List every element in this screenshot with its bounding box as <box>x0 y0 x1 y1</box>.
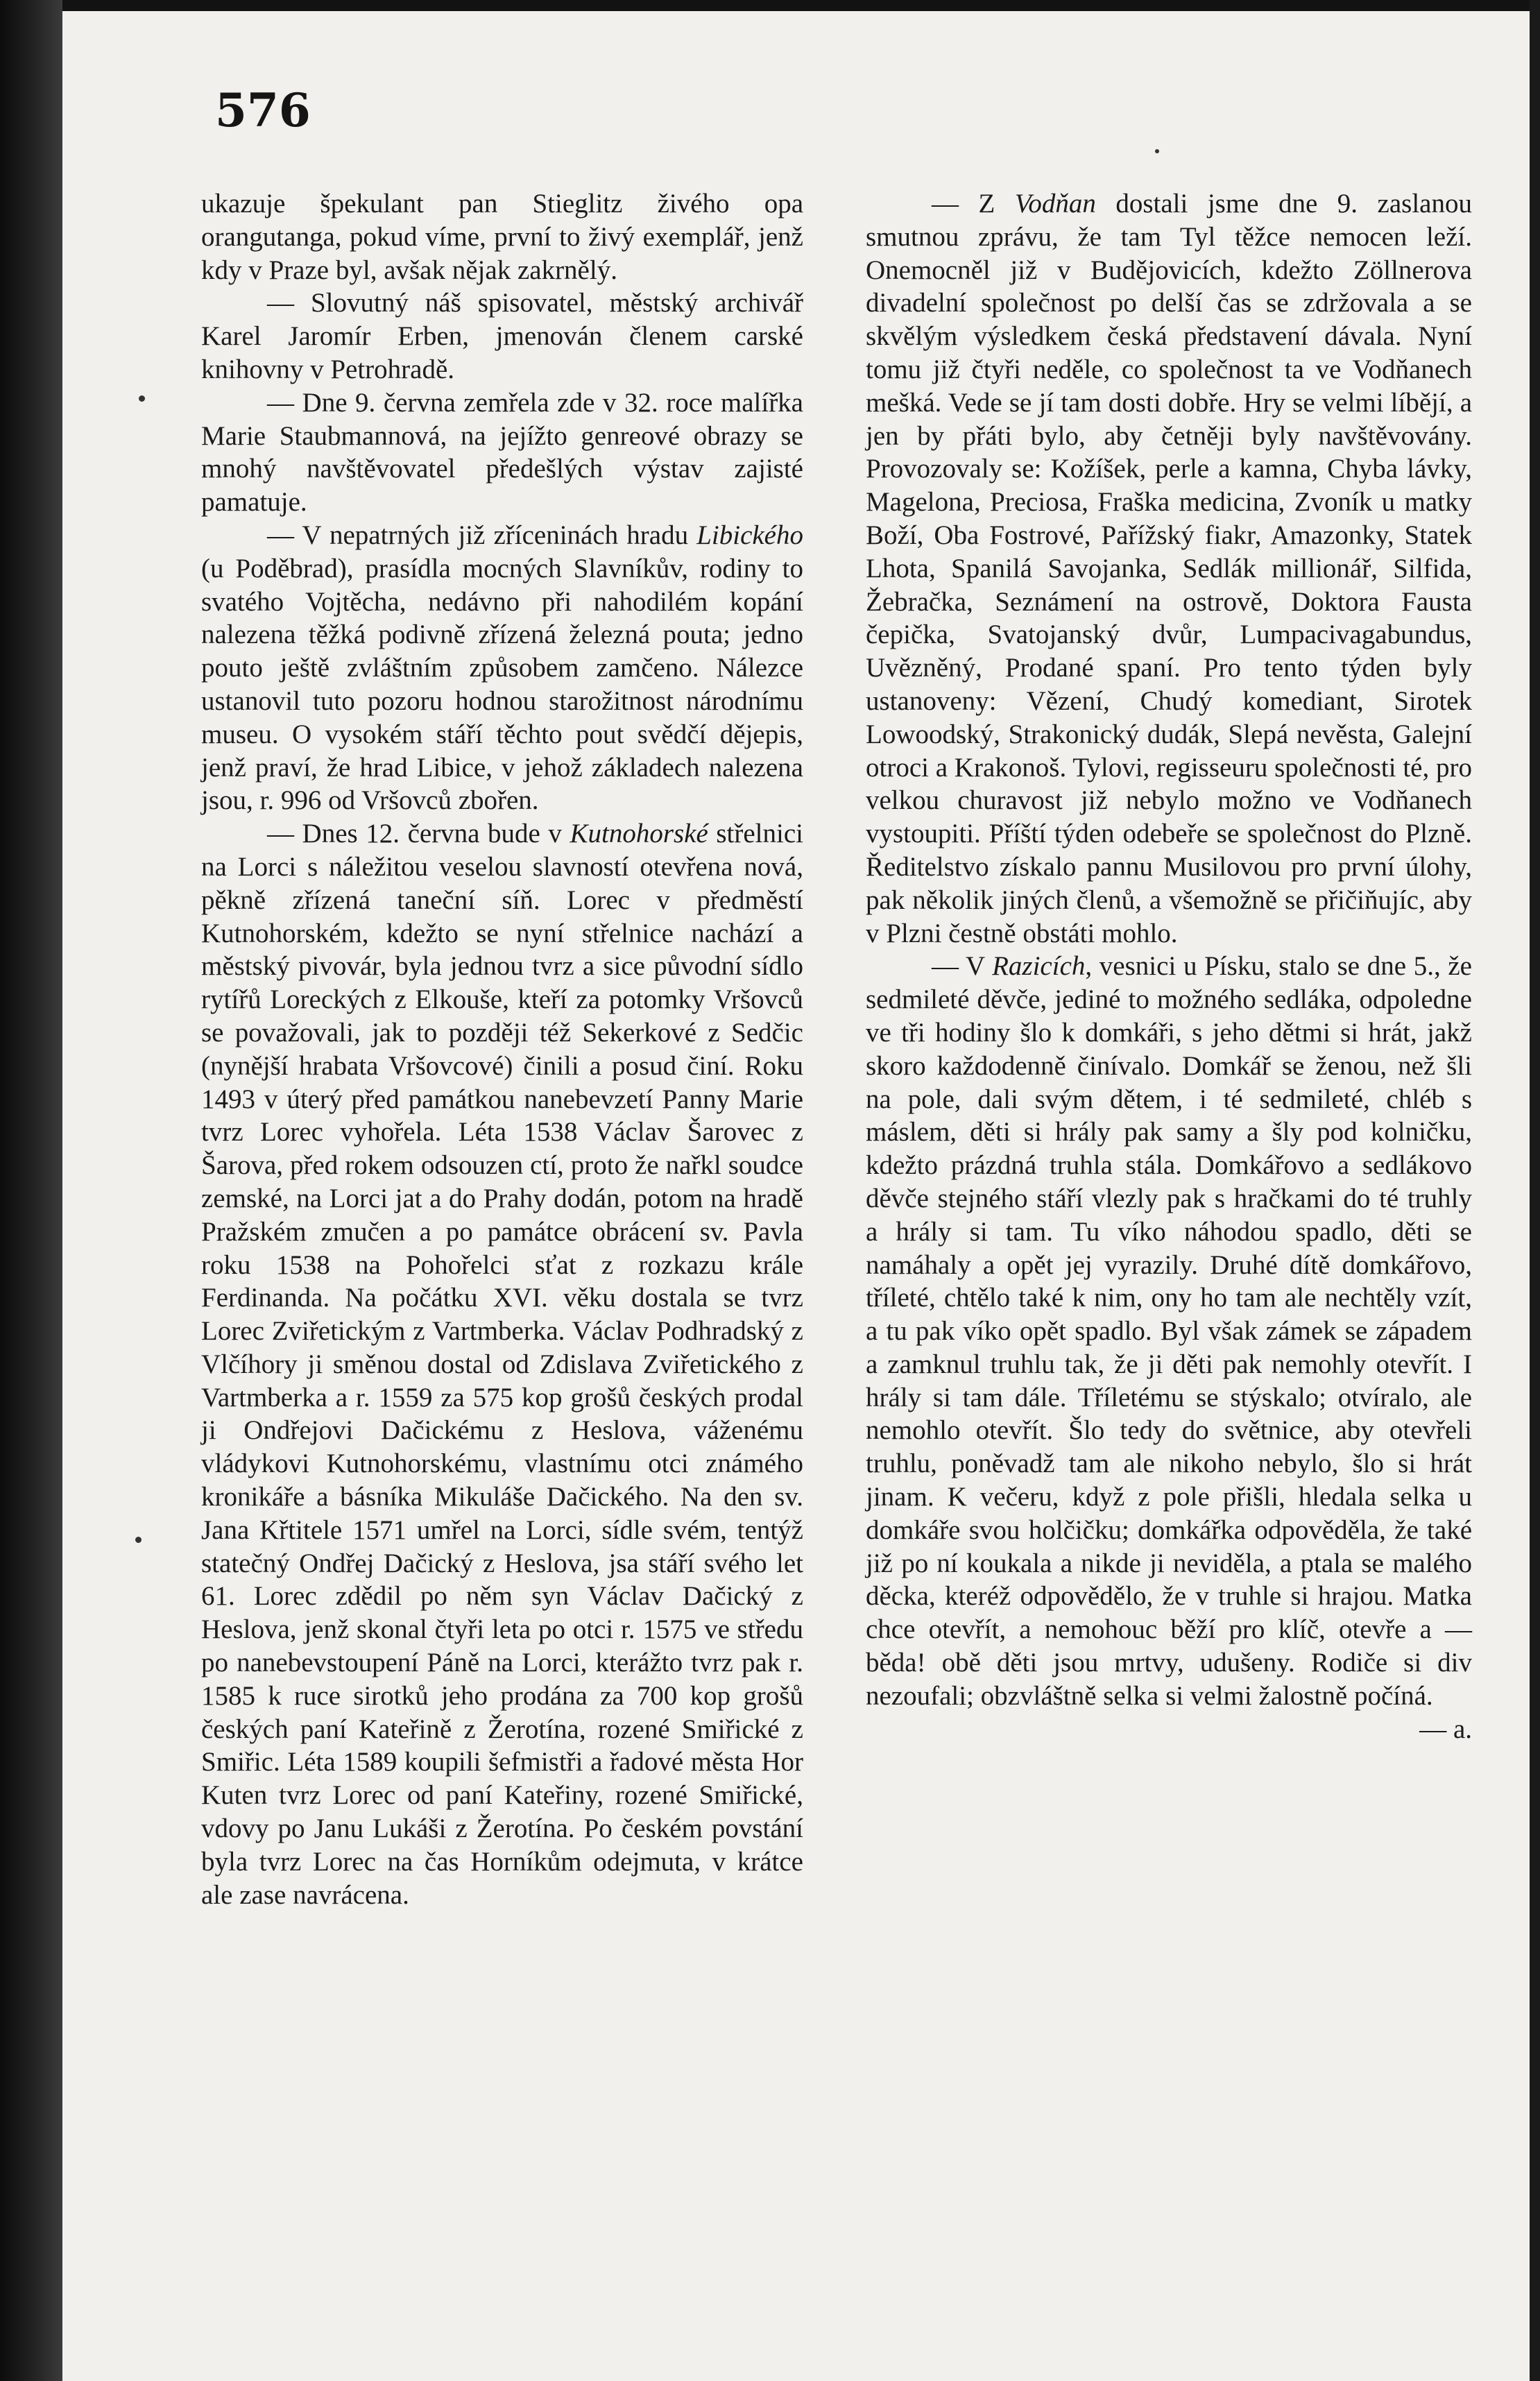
left-column <box>201 187 803 1911</box>
scan-right-edge <box>1530 0 1540 2381</box>
place-name: Vodňan <box>1014 189 1096 219</box>
article-signature: — a. <box>1419 1714 1472 1744</box>
article-vodnany: — Z Vodňan dostali jsme dne 9. zaslanou smutnou zprávu, že tam Tyl těžce nemocen leží. Onemocněl již v Budějovicích, kdežto Zöllnerova divadelní společnost po delší čas se zdržovala a se skvělým výsledkem česká představení dávala. Nyní tomu již čtyři neděle, co společnost ta ve Vodňanech mešká. Vede se jí tam dosti dobře. Hry se velmi líbějí, a jen by přáti bylo, aby četněji byly navštěvovány. Provozovaly se: Kožíšek, perle a kamna, Chyba lávky, Magelona, Preciosa, Fraška medicina, Zvoník u matky Boží, Oba Fostrové, Pařížský fiakr, Amazonky, Statek Lhota, Spanilá Savojanka, Sedlák millionář, Silfida, Žebračka, Seznámení na ostrově, Doktora Fausta čepička, Svatojanský dvůr, Lumpacivagabundus, Uvězněný, Prodané spaní. Pro tento týden byly ustanoveny: Vězení, Chudý komediant, Sirotek Lowoodský, Strakonický dudák, Slepá nevěsta, Galejní otroci a Krakonoš. Tylovi, regisseuru společnosti té, pro velkou churavost již nebylo možno ve Vodňanech vystoupiti. Příští týden odebeře se společnost do Plzně. Ředitelstvo získalo pannu Musilovou pro první úlohy, pak několik jiných členů, a všemožně se přičiňujíc, aby v Plzni čestně obstáti mohlo. <box>866 189 1472 948</box>
page-number: 576 <box>215 83 311 137</box>
scan-speck <box>1155 149 1159 153</box>
scan-left-edge <box>0 0 62 2381</box>
article-razice: — V Razicích, vesnici u Písku, stalo se dne 5., že sedmileté děvče, jediné to možného sedláka, odpoledne ve tři hodiny šlo k domkáři, s jeho dětmi si hrát, jakž skoro každodenně činívalo. Domkář se ženou, než šli na pole, dali svým dětem, i té sedmileté, chléb s máslem, děti si hrály pak samy a šly pod kolničku, kdežto prázdná truhla stála. Domkářovo a sedlákovo děvče stejného stáří vlezly pak s hračkami do té truhly a hrály si tam. Tu víko náhodou spadlo, děti se namáhaly a opět jej vyrazily. Druhé dítě domkářovo, tříleté, chtělo také k nim, ony ho tam ale nechtěly vzít, a tu pak víko opět spadlo. Byl však zámek se západem a zamknul truhlu tak, že ji děti pak nemohly otevřít. I hrály si tam dále. Tříletému se stýskalo; otvíralo, ale nemohlo otevřít. Šlo tedy do světnice, aby otevřeli truhlu, poněvadž tam ale nikoho nebylo, šlo si hrát jinam. K večeru, když z pole přišli, hledala selka u domkáře svou holčičku; domkářka odpověděla, že také již po ní koukala a nikde ji neviděla, a ptala se malého děcka, kteréž odpovědělo, že v truhle si hrajou. Matka chce otevřít, a nemohouc běží pro klíč, otevře a — běda! obě děti jsou mrtvy, udušeny. Rodiče si div nezoufali; obzvláštně selka si velmi žalostně počíná. — a. <box>866 950 1472 1712</box>
scan-speck <box>139 395 145 402</box>
place-name: Razicích <box>992 951 1086 982</box>
scan-speck <box>135 1537 142 1543</box>
article-lorec: — Dnes 12. června bude v Kutnohorské střelnici na Lorci s náležitou veselou slavností otevřena nová, pěkně zřízená taneční síň. Lorec v předměstí Kutnohorském, kdežto se nyní střelnice nachází a městský pivovár, byla jednou tvrz a sice původní sídlo rytířů Loreckých z Elkouše, kteří za potomky Vršovců se považovali, jak to později též Sekerkové z Sedčic (nynější hrabata Vršovcové) činili a posud činí. Roku 1493 v úterý před památkou nanebevzetí Panny Marie tvrz Lorec vyhořela. Léta 1538 Václav Šarovec z Šarova, před rokem odsouzen ctí, proto že nařkl soudce zemské, na Lorci jat a do Prahy dodán, potom na hradě Pražském zmučen a po památce obrácení sv. Pavla roku 1538 na Pohořelci sťat z rozkazu krále Ferdinanda. Na počátku XVI. věku dostala se tvrz Lorec Zviřetickým z Vartmberka. Václav Podhradský z Vlčíhory ji směnou dostal od Zdislava Zviřetického z Vartmberka a r. 1559 za 575 kop grošů českých prodal ji Ondřejovi Dačickému z Heslova, váženému vládykovi Kutnohorskému, vlastnímu otci známého kronikáře a básníka Mikuláše Dačického. Na den sv. Jana Křtitele 1571 umřel na Lorci, sídle svém, tentýž statečný Ondřej Dačický z Heslova, jsa stáří svého let 61. Lorec zdědil po něm syn Václav Dačický z Heslova, jenž skonal čtyři leta po otci r. 1575 ve středu po nanebevstoupení Páně na Lorci, kterážto tvrz pak r. 1585 k ruce sirotků jeho prodána za 700 kop grošů českých paní Kateřině z Žerotína, rozené Smiřické z Smiřic. Léta 1589 koupili šefmistři a řadové města Hor Kuten tvrz Lorec od paní Kateřiny, rozené Smiřické, vdovy po Janu Lukáši z Žerotína. Po českém povstání byla tvrz Lorec na čas Horníkům odejmuta, v krátce ale zase navrácena. <box>201 819 803 1910</box>
place-name: Libického <box>696 520 803 550</box>
place-name: Kutnohorské <box>570 819 708 849</box>
article-libice: — V nepatrných již zříceninách hradu Libického (u Poděbrad), prasídla mocných Slavníkův, rodiny to svatého Vojtěcha, nedávno při nahodilém kopání nalezena těžká podivně zřízená železná pouta; jedno pouto ještě zvláštním způsobem zamčeno. Nálezce ustanovil tuto pozoru hodnou starožitnost národnímu museu. O vysokém stáří těchto pout svědčí dějepis, jenž praví, že hrad Libice, v jehož základech nalezena jsou, r. 996 od Vršovců zbořen. <box>201 520 803 816</box>
article-orangutan: ukazuje špekulant pan Stieglitz živého opa orangutanga, pokud víme, první to živý exemplář, jenž kdy v Praze byl, avšak nějak zakrnělý. <box>201 189 803 285</box>
article-erben: — Slovutný náš spisovatel, městský archivář Karel Jaromír Erben, jmenován členem carské knihovny v Petrohradě. <box>201 288 803 384</box>
right-column <box>866 187 1472 1746</box>
article-staubmannova: — Dne 9. června zemřela zde v 32. roce malířka Marie Staubmannová, na jejížto genreové obrazy se mnohý navštěvovatel předešlých výstav zajisté pamatuje. <box>201 387 803 518</box>
scan-top-edge <box>0 0 1540 11</box>
